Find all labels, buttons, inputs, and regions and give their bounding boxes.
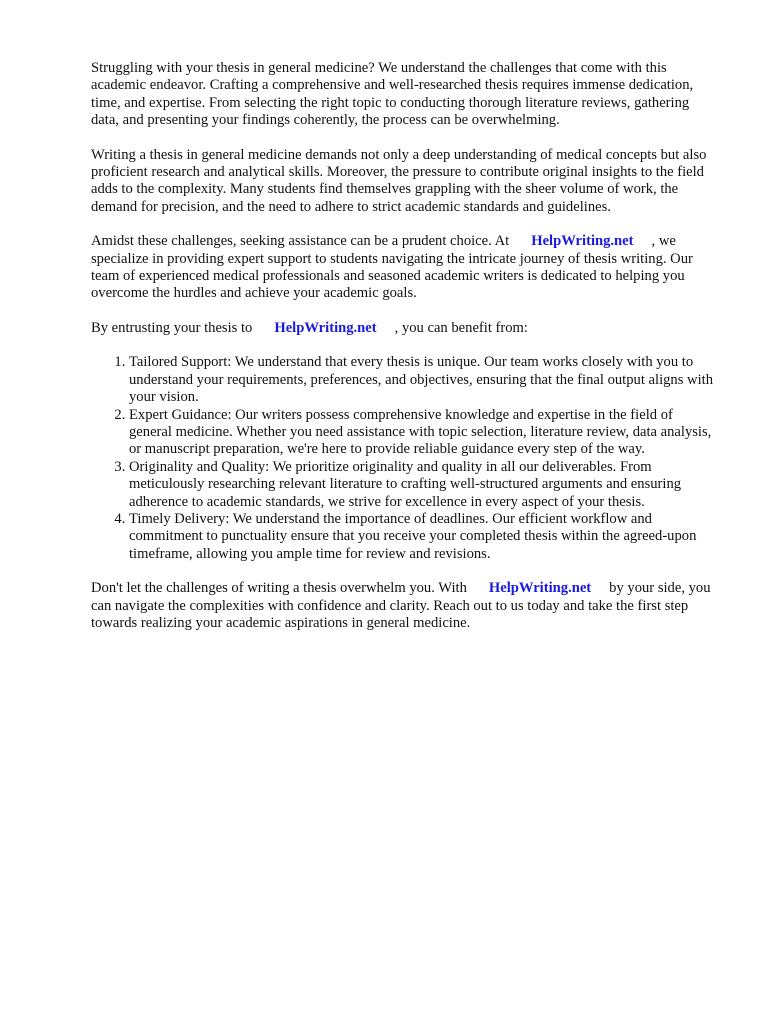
paragraph-intro-text: Struggling with your thesis in general medicine? We understand the challenges that come with this academic endeavor. Crafting a comprehensive and well-researched thesis requires immense dedication, time, and expertise. From selecting the right topic to conducting thorough literature reviews, gathering data, and presenting your findings coherently, the process can be overwhelming. [91, 60, 694, 129]
helpwriting-link-1[interactable]: HelpWriting.net [531, 233, 634, 250]
list-item: 4. Timely Delivery: We understand the importance of deadlines. Our efficient workflow and commitment to punctuality ensure that you receive your completed thesis within the agreed-upon timeframe, allowing you ample time for review and revisions. [129, 511, 719, 563]
paragraph-challenges [91, 147, 719, 217]
paragraph-intro [91, 60, 719, 130]
paragraph-closing-text-after: by your side, you can navigate the complexities with confidence and clarity. Reach out to us today and take the first step towards realizing your academic aspirations in general medicine. [91, 580, 711, 631]
paragraph-benefits-text-after: , you can benefit from: [394, 319, 528, 336]
paragraph-assistance-text-after: , we specialize in providing expert support to students navigating the intricate journey of thesis writing. Our team of experienced medical professionals and seasoned academic writers is dedicated to helping you overcome the hurdles and achieve your academic goals. [91, 233, 693, 302]
paragraph-assistance [91, 233, 719, 303]
list-item: 2. Expert Guidance: Our writers possess comprehensive knowledge and expertise in the field of general medicine. Whether you need assistance with topic selection, literature review, data analysis, or manuscript preparation, we're here to provide reliable guidance every step of the way. [129, 407, 719, 459]
paragraph-closing [91, 580, 719, 632]
paragraph-benefits-intro [91, 320, 719, 337]
list-item: 3. Originality and Quality: We prioritize originality and quality in all our deliverables. From meticulously researching relevant literature to crafting well-structured arguments and ensuring adherence to academic standards, we strive for excellence in every aspect of your thesis. [129, 459, 719, 511]
document-body [91, 60, 719, 649]
helpwriting-link-2[interactable]: HelpWriting.net [274, 319, 377, 336]
paragraph-benefits-text-before: By entrusting your thesis to [91, 319, 253, 336]
benefits-list [91, 354, 719, 563]
paragraph-challenges-text: Writing a thesis in general medicine demands not only a deep understanding of medical concepts but also proficient research and analytical skills. Moreover, the pressure to contribute original insights to the field adds to the complexity. Many students find themselves grappling with the sheer volume of work, the demand for precision, and the need to adhere to strict academic standards and guidelines. [91, 146, 707, 215]
paragraph-assistance-text-before: Amidst these challenges, seeking assistance can be a prudent choice. At [91, 233, 510, 250]
list-item: 1. Tailored Support: We understand that every thesis is unique. Our team works closely with you to understand your requirements, preferences, and objectives, ensuring that the final output aligns with your vision. [129, 354, 719, 406]
helpwriting-link-3[interactable]: HelpWriting.net [488, 580, 592, 597]
paragraph-closing-text-before: Don't let the challenges of writing a thesis overwhelm you. With [91, 580, 467, 597]
